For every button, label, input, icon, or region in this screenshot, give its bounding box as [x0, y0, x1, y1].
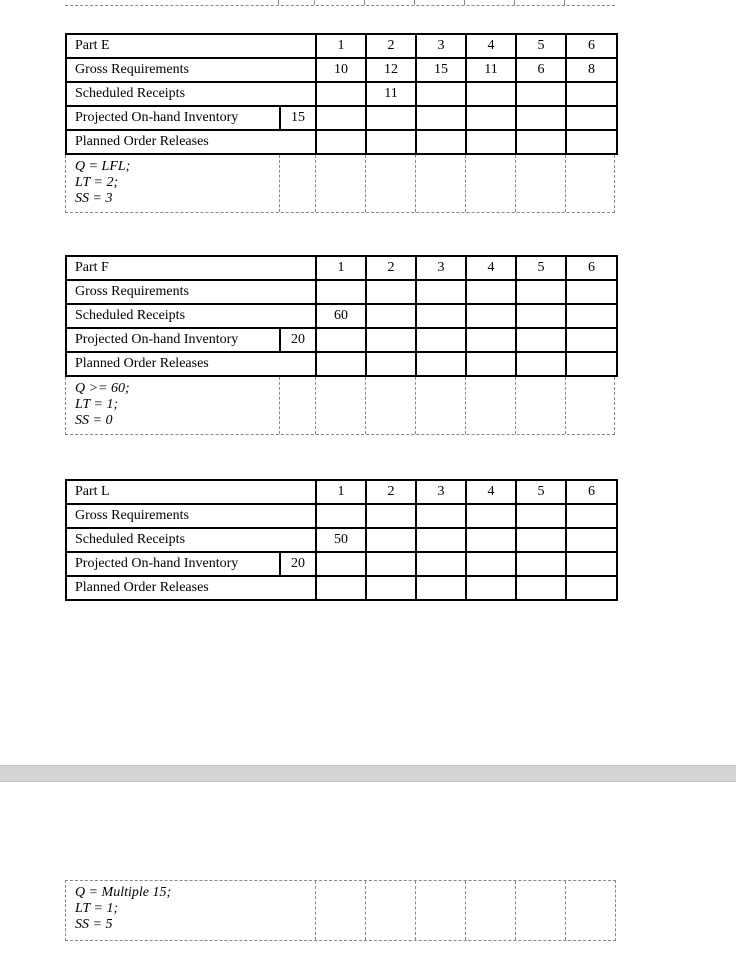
divider: [365, 377, 366, 434]
note-line: Q = LFL;: [75, 159, 131, 174]
cell: [366, 280, 416, 304]
scheduled-receipts-row: [66, 82, 617, 106]
divider: [314, 0, 315, 5]
part-e-mrp-table: [65, 33, 615, 213]
part-l-mrp-table: [65, 479, 615, 601]
note-line: LT = 2;: [75, 175, 119, 190]
scheduled-receipts-row: [66, 528, 617, 552]
cell: [316, 106, 366, 130]
divider: [565, 881, 566, 940]
divider: [415, 377, 416, 434]
cell: [366, 552, 416, 576]
cell: [516, 328, 566, 352]
cell: [316, 552, 366, 576]
period-header: 3: [416, 256, 466, 280]
note-line: SS = 0: [75, 413, 113, 428]
cell: [466, 328, 516, 352]
cell: [566, 504, 617, 528]
cell: [416, 304, 466, 328]
lot-sizing-notes: [65, 377, 615, 435]
divider: [279, 155, 280, 212]
previous-table-remnant: [65, 0, 615, 6]
cell: [516, 352, 566, 376]
period-header: 3: [416, 480, 466, 504]
lot-sizing-notes: [65, 155, 615, 213]
notes-text: [75, 885, 171, 933]
part-name: Part L: [66, 480, 316, 504]
cell: [366, 352, 416, 376]
cell: 11: [466, 58, 516, 82]
period-header: 4: [466, 256, 516, 280]
period-header: 1: [316, 256, 366, 280]
row-label: Planned Order Releases: [66, 352, 316, 376]
cell: [416, 504, 466, 528]
cell: [416, 576, 466, 600]
divider: [279, 377, 280, 434]
cell: 8: [566, 58, 617, 82]
divider: [364, 0, 365, 5]
divider: [315, 377, 316, 434]
divider: [278, 0, 279, 5]
divider: [515, 155, 516, 212]
divider: [565, 377, 566, 434]
divider: [514, 0, 515, 5]
period-header: 5: [516, 256, 566, 280]
cell: [516, 504, 566, 528]
cell: [516, 528, 566, 552]
divider: [465, 155, 466, 212]
divider: [415, 155, 416, 212]
cell: [316, 504, 366, 528]
cell: [466, 82, 516, 106]
cell: [516, 576, 566, 600]
cell: [366, 576, 416, 600]
header-row: [66, 480, 617, 504]
cell: [566, 304, 617, 328]
cell: [416, 552, 466, 576]
initial-inventory: 15: [280, 106, 316, 130]
gross-requirements-row: [66, 280, 617, 304]
note-line: LT = 1;: [75, 901, 119, 916]
gross-requirements-row: [66, 504, 617, 528]
row-label: Projected On-hand Inventory: [66, 552, 280, 576]
cell: [516, 552, 566, 576]
period-header: 6: [566, 480, 617, 504]
header-row: [66, 256, 617, 280]
period-header: 5: [516, 480, 566, 504]
page-break: [0, 765, 736, 782]
cell: [416, 82, 466, 106]
period-header: 6: [566, 256, 617, 280]
cell: [466, 304, 516, 328]
scheduled-receipts-row: [66, 304, 617, 328]
divider: [365, 155, 366, 212]
cell: [566, 280, 617, 304]
cell: [366, 304, 416, 328]
row-label: Scheduled Receipts: [66, 82, 316, 106]
cell: [566, 528, 617, 552]
cell: [516, 304, 566, 328]
cell: [366, 130, 416, 154]
row-label: Planned Order Releases: [66, 130, 316, 154]
cell: [316, 130, 366, 154]
row-label: Gross Requirements: [66, 504, 316, 528]
cell: [316, 82, 366, 106]
planned-order-releases-row: [66, 576, 617, 600]
divider: [564, 0, 565, 5]
lot-sizing-notes-next-page: [65, 880, 616, 941]
cell: [416, 352, 466, 376]
part-name: Part F: [66, 256, 316, 280]
gross-requirements-row: [66, 58, 617, 82]
cell: 10: [316, 58, 366, 82]
cell: 11: [366, 82, 416, 106]
divider: [365, 881, 366, 940]
cell: [566, 352, 617, 376]
cell: [466, 352, 516, 376]
cell: [466, 280, 516, 304]
cell: [316, 576, 366, 600]
projected-inventory-row: [66, 106, 617, 130]
cell: 12: [366, 58, 416, 82]
row-label: Gross Requirements: [66, 280, 316, 304]
divider: [315, 155, 316, 212]
row-label: Scheduled Receipts: [66, 528, 316, 552]
divider: [315, 881, 316, 940]
planned-order-releases-row: [66, 352, 617, 376]
row-label: Projected On-hand Inventory: [66, 328, 280, 352]
cell: [366, 328, 416, 352]
notes-text: [75, 381, 130, 429]
divider: [414, 0, 415, 5]
cell: [516, 106, 566, 130]
cell: [516, 82, 566, 106]
period-header: 4: [466, 480, 516, 504]
row-label: Gross Requirements: [66, 58, 316, 82]
notes-text: [75, 159, 130, 207]
initial-inventory: 20: [280, 328, 316, 352]
period-header: 2: [366, 256, 416, 280]
cell: [566, 552, 617, 576]
cell: [466, 528, 516, 552]
period-header: 6: [566, 34, 617, 58]
cell: [416, 130, 466, 154]
cell: [316, 328, 366, 352]
cell: [416, 106, 466, 130]
note-line: Q = Multiple 15;: [75, 885, 172, 900]
planned-order-releases-row: [66, 130, 617, 154]
divider: [515, 377, 516, 434]
cell: [566, 130, 617, 154]
note-line: SS = 5: [75, 917, 113, 932]
cell: [466, 504, 516, 528]
cell: [566, 328, 617, 352]
cell: [566, 576, 617, 600]
period-header: 1: [316, 34, 366, 58]
cell: [466, 576, 516, 600]
period-header: 1: [316, 480, 366, 504]
cell: [466, 106, 516, 130]
cell: [466, 130, 516, 154]
cell: [566, 106, 617, 130]
projected-inventory-row: [66, 328, 617, 352]
cell: [466, 552, 516, 576]
note-line: LT = 1;: [75, 397, 119, 412]
period-header: 5: [516, 34, 566, 58]
period-header: 3: [416, 34, 466, 58]
period-header: 2: [366, 480, 416, 504]
cell: [366, 528, 416, 552]
divider: [465, 881, 466, 940]
cell: 15: [416, 58, 466, 82]
cell: [566, 82, 617, 106]
row-label: Projected On-hand Inventory: [66, 106, 280, 130]
cell: [416, 280, 466, 304]
cell: 50: [316, 528, 366, 552]
part-f-mrp-table: [65, 255, 615, 435]
cell: 60: [316, 304, 366, 328]
period-header: 4: [466, 34, 516, 58]
divider: [565, 155, 566, 212]
cell: 6: [516, 58, 566, 82]
part-name: Part E: [66, 34, 316, 58]
cell: [316, 352, 366, 376]
cell: [516, 130, 566, 154]
period-header: 2: [366, 34, 416, 58]
divider: [515, 881, 516, 940]
cell: [316, 280, 366, 304]
row-label: Scheduled Receipts: [66, 304, 316, 328]
cell: [366, 504, 416, 528]
initial-inventory: 20: [280, 552, 316, 576]
cell: [516, 280, 566, 304]
row-label: Planned Order Releases: [66, 576, 316, 600]
cell: [366, 106, 416, 130]
header-row: [66, 34, 617, 58]
cell: [416, 528, 466, 552]
divider: [465, 377, 466, 434]
divider: [415, 881, 416, 940]
divider: [464, 0, 465, 5]
note-line: Q >= 60;: [75, 381, 130, 396]
note-line: SS = 3: [75, 191, 113, 206]
cell: [416, 328, 466, 352]
projected-inventory-row: [66, 552, 617, 576]
